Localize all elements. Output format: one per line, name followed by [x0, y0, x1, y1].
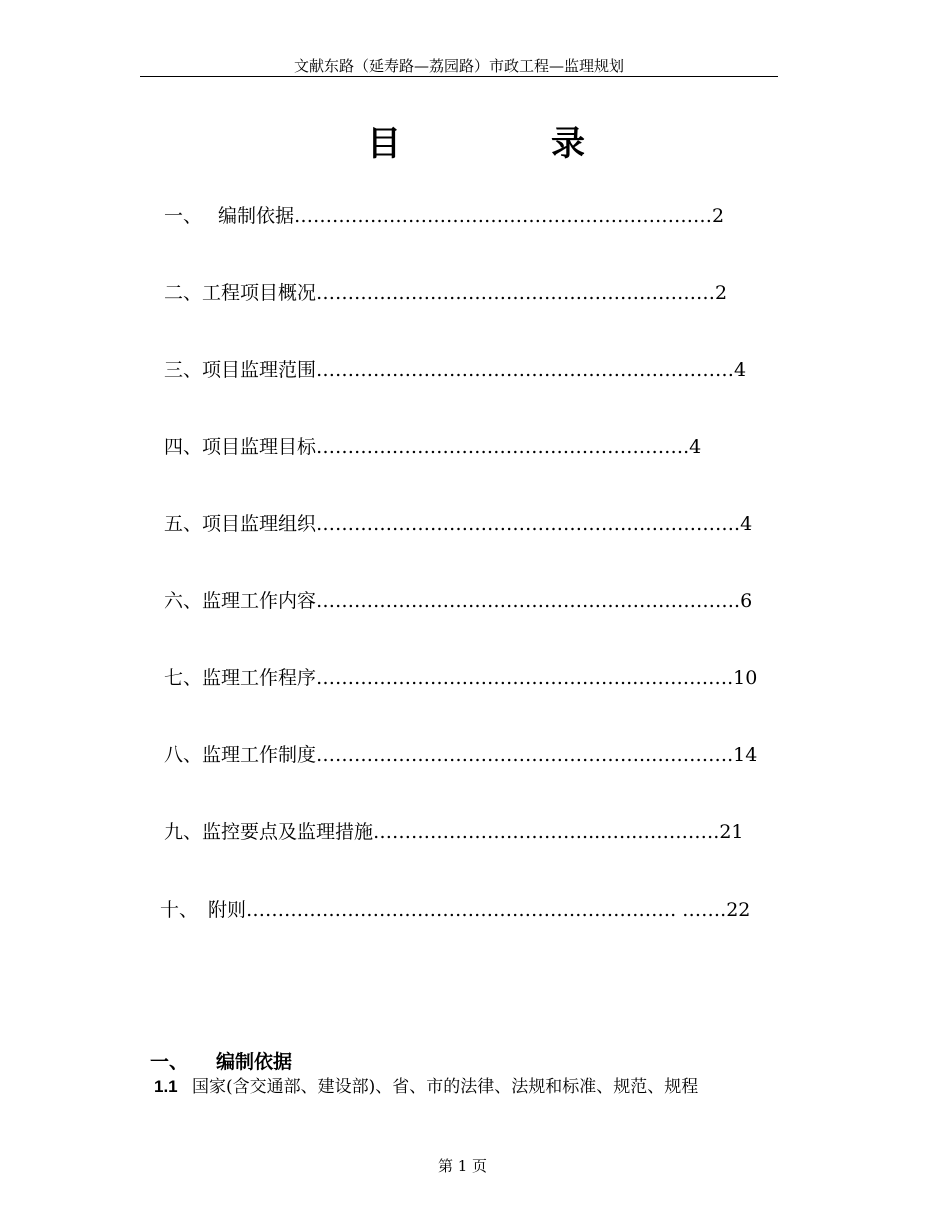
- page-header: 文献东路（延寿路—荔园路）市政工程—监理规划: [140, 56, 778, 77]
- toc-item-dots: ………………………………………………………….: [316, 590, 741, 612]
- toc-item-page: 21: [719, 821, 744, 843]
- toc-title-right: 录: [551, 124, 585, 164]
- toc-item[interactable]: [160, 898, 750, 922]
- toc-item-num: 八、: [164, 744, 203, 766]
- toc-item-page: 14: [733, 744, 758, 766]
- toc-item-dots: ………….……………………………………….: [316, 436, 690, 458]
- toc-item[interactable]: [164, 358, 746, 382]
- section-heading: [150, 1050, 292, 1074]
- toc-item[interactable]: [164, 743, 757, 767]
- toc-title-left: 目: [367, 124, 401, 164]
- toc-item-dots: …………………………………………………………: [294, 205, 713, 227]
- toc-item-label: 附则: [208, 899, 247, 921]
- subsection-text: 国家(含交通部、建设部)、省、市的法律、法规和标准、规范、规程: [192, 1077, 699, 1097]
- toc-item-page: 22: [726, 899, 751, 921]
- toc-item[interactable]: [164, 281, 727, 305]
- toc-item-page: 4: [689, 436, 702, 458]
- toc-item-label: 监理工作程序: [202, 667, 317, 689]
- toc-item[interactable]: [164, 820, 744, 844]
- section-heading-title: 编制依据: [216, 1051, 293, 1073]
- toc-item-dots: …………………………………………………………: [316, 359, 735, 381]
- toc-item-dots: ………………………………………………………: [316, 282, 716, 304]
- toc-item[interactable]: [164, 589, 752, 613]
- toc-item-label: 监理工作内容: [202, 590, 317, 612]
- toc-item-num: 五、: [164, 513, 203, 535]
- toc-title: [0, 116, 950, 164]
- toc-item-page: 4: [740, 513, 753, 535]
- toc-item-dots: ………………………………………………………….: [316, 513, 741, 535]
- toc-item-num: 三、: [164, 359, 203, 381]
- subsection-num: 1.1: [154, 1077, 178, 1096]
- toc-item-num: 一、: [164, 205, 203, 227]
- toc-item-num: 九、: [164, 821, 203, 843]
- toc-item-dots: ……………………………………………..………….: [316, 744, 734, 766]
- subsection-heading: [154, 1076, 698, 1098]
- toc-item-label: 工程项目概况: [202, 282, 317, 304]
- toc-item-label: 监控要点及监理措施: [202, 821, 374, 843]
- toc-item-dots: …………………………………………….……………. …….: [246, 899, 727, 921]
- toc-item-label: 项目监理范围: [202, 359, 317, 381]
- toc-item-page: 10: [733, 667, 758, 689]
- toc-item-page: 2: [712, 205, 725, 227]
- toc-item[interactable]: [164, 666, 757, 690]
- toc-item[interactable]: [164, 204, 724, 228]
- toc-item-dots: …………………………………………..…………….: [316, 667, 734, 689]
- toc-item[interactable]: [164, 512, 752, 536]
- page-footer: 第 1 页: [437, 1157, 488, 1175]
- toc-item[interactable]: [164, 435, 701, 459]
- toc-item-label: 监理工作制度: [202, 744, 317, 766]
- toc-item-num: 四、: [164, 436, 203, 458]
- toc-item-page: 4: [734, 359, 747, 381]
- toc-item-num: 六、: [164, 590, 203, 612]
- section-heading-num: 一、: [150, 1051, 189, 1073]
- toc-item-num: 二、: [164, 282, 203, 304]
- toc-item-page: 6: [740, 590, 753, 612]
- toc-item-page: 2: [715, 282, 728, 304]
- toc-item-label: 编制依据: [218, 205, 295, 227]
- toc-item-label: 项目监理组织: [202, 513, 317, 535]
- toc-item-num: 七、: [164, 667, 203, 689]
- toc-item-dots: ……………………………....…..………….: [373, 821, 720, 843]
- toc-item-num: 十、: [160, 899, 199, 921]
- toc-item-label: 项目监理目标: [202, 436, 317, 458]
